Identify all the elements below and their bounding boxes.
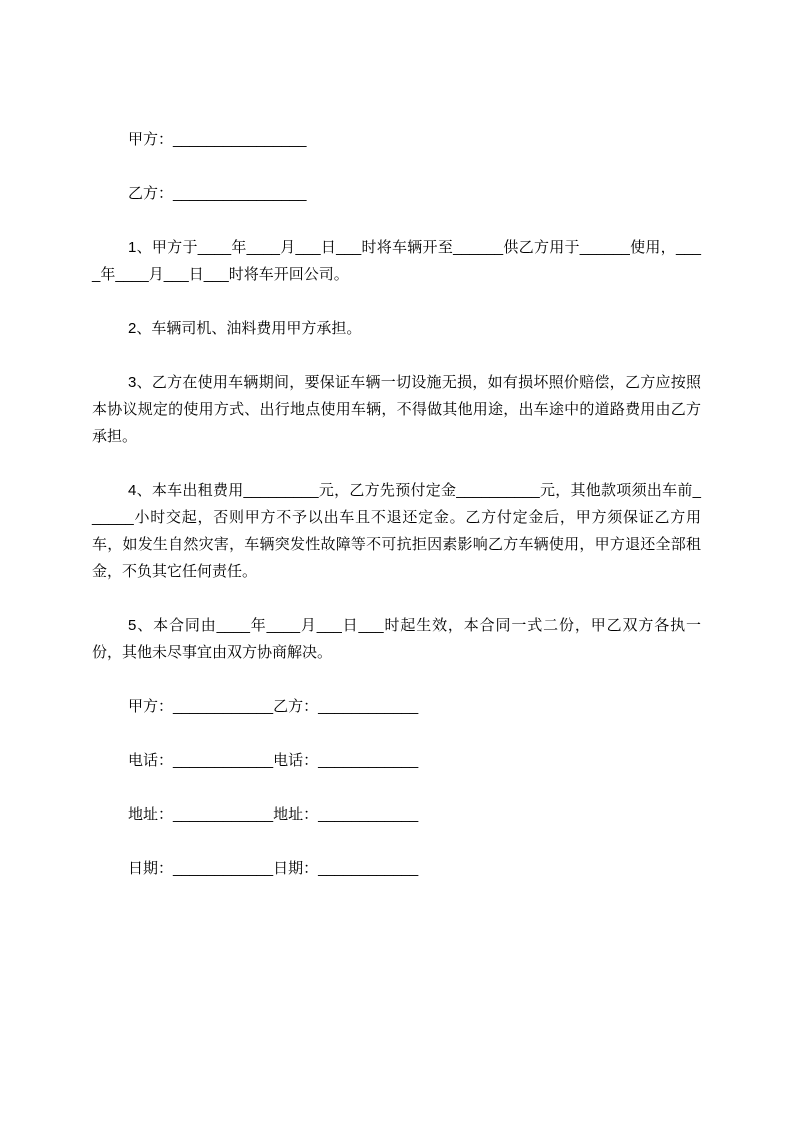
clause-5: 5、本合同由____年____月___日___时起生效，本合同一式二份，甲乙双方各执一份，其他未尽事宜由双方协商解决。: [92, 617, 701, 661]
clause-3: 3、乙方在使用车辆期间，要保证车辆一切设施无损，如有损坏照价赔偿，乙方应按照本协议规定的使用方式、出行地点使用车辆，不得做其他用途，出车途中的道路费用由乙方承担。: [92, 374, 701, 445]
signature-row-address: 地址：____________地址：____________: [128, 806, 419, 823]
party-a-line: 甲方：________________: [128, 131, 307, 148]
party-b-line: 乙方：________________: [128, 185, 307, 202]
signature-row-date: 日期：____________日期：____________: [128, 860, 419, 877]
clause-4: 4、本车出租费用_________元，乙方先预付定金__________元，其他款项须出车前______小时交起，否则甲方不予以出车且不退还定金。乙方付定金后，甲方须保证乙方用车，如发生自然灾害，车辆突发性故障等不可抗拒因素影响乙方车辆使用，甲方退还全部租金，不负其它任何责任。: [92, 482, 701, 580]
clause-2: 2、车辆司机、油料费用甲方承担。: [128, 320, 362, 337]
signature-row-phone: 电话：____________电话：____________: [128, 752, 419, 769]
signature-row-parties: 甲方：____________乙方：____________: [128, 698, 419, 715]
clause-1: 1、甲方于____年____月___日___时将车辆开至______供乙方用于______使用，____年____月___日___时将车开回公司。: [92, 239, 701, 283]
